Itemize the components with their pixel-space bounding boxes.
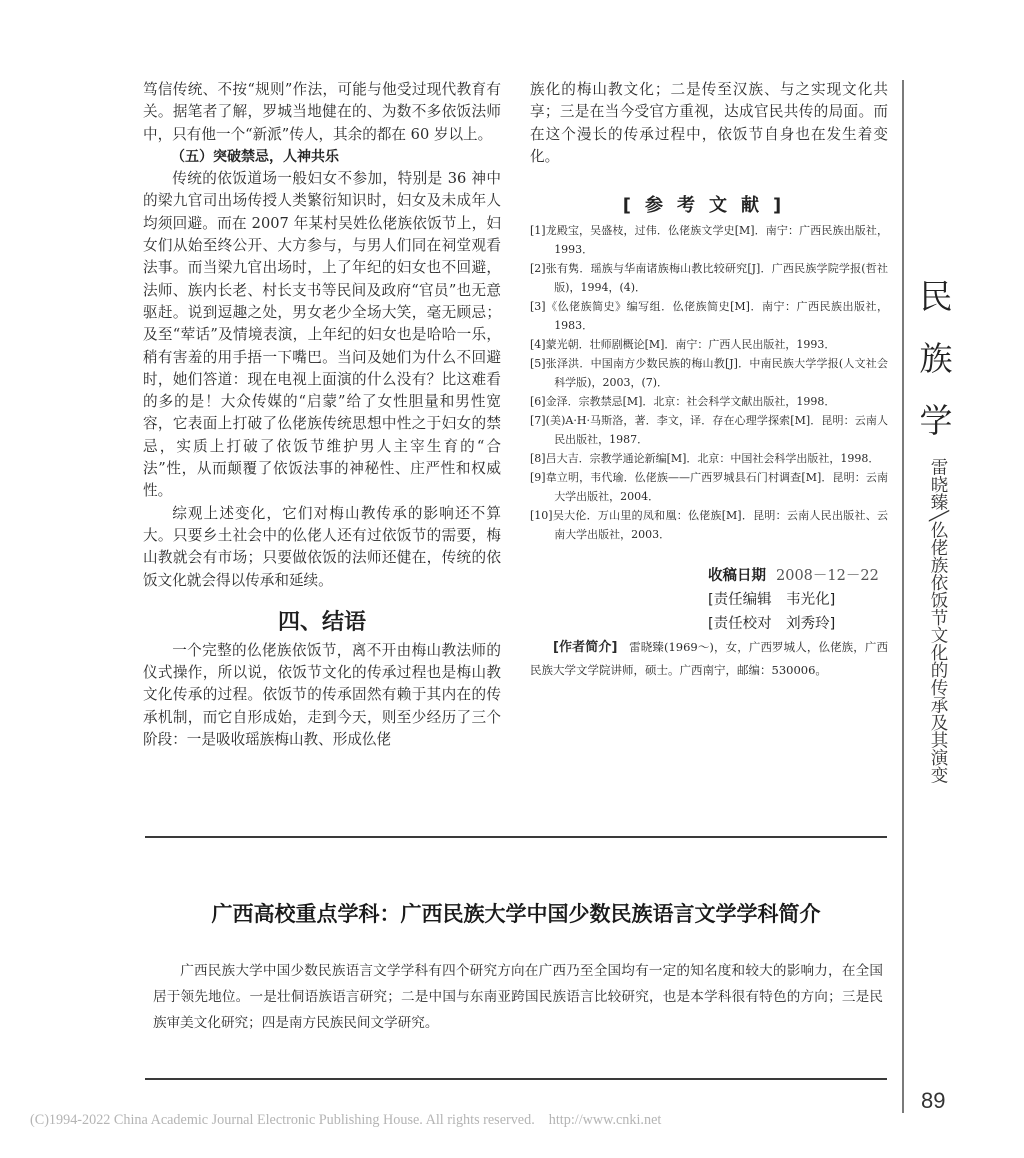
page-number: 89 (921, 1088, 946, 1113)
reference-item: [7](美)A·H·马斯洛，著．李文，译．存在心理学探索[M]．昆明：云南人民出版社，1987． (530, 414, 888, 447)
copyright-watermark (30, 1112, 661, 1129)
notice-paragraph: 广西民族大学中国少数民族语言文学学科有四个研究方向在广西乃至全国均有一定的知名度和较大的影响力，在全国居于领先地位。一是壮侗语族语言研究；二是中国与东南亚跨国民族语言比较研究，也是本学科很有特色的方向；三是民族审美文化研究；四是南方民族民间文学研究。 (153, 963, 883, 1031)
author-bio-label: [作者简介] (553, 640, 618, 656)
received-date-line (708, 564, 888, 588)
editor-line: [责任编辑 韦光化] (708, 592, 836, 609)
notice-title: 广西高校重点学科：广西民族大学中国少数民族语言文学学科简介 (211, 902, 821, 926)
article-meta (530, 564, 888, 636)
subsection-heading: （五）突破禁忌，人神共乐 (171, 148, 339, 165)
reference-item: [6]金泽．宗教禁忌[M]．北京：社会科学文献出版社，1998． (530, 395, 836, 409)
received-label: 收稿日期 (708, 568, 766, 585)
reference-item: [2]张有隽．瑶族与华南诸族梅山教比较研究[J]．广西民族学院学报(哲社版)，1994，(4)． (530, 262, 888, 295)
author-bio (530, 636, 888, 682)
section-divider-top (145, 836, 887, 838)
body-paragraph: 一个完整的仫佬族依饭节，离不开由梅山教法师的仪式操作，所以说，依饭节文化的传承过程也是梅山教文化传承的过程。依饭节的传承固然有赖于其内在的传承机制，而它自形成始，走到今天，则至少经历了三个阶段：一是吸收瑶族梅山教、形成仫佬 (143, 641, 501, 749)
received-date: 2008－12－22 (776, 568, 879, 585)
section-heading: 四、结语 (277, 609, 366, 635)
copyright-text: (C)1994-2022 China Academic Journal Electronic Publishing House. All rights reserved. (30, 1112, 535, 1128)
author-bio-text: 雷晓臻(1969～)，女，广西罗城人，仫佬族，广西民族大学文学院讲师，硕士。广西南宁，邮编：530006。 (530, 640, 888, 678)
margin-vertical-rule (902, 80, 904, 1113)
left-column (143, 79, 501, 751)
right-column (530, 79, 888, 682)
journal-char: 族 (919, 339, 953, 378)
journal-char: 民 (919, 277, 953, 316)
reference-item: [10]吴大伦．万山里的凤和凰：仫佬族[M]．昆明：云南人民出版社、云南大学出版社，2003． (530, 509, 888, 542)
reference-list (530, 221, 888, 544)
body-paragraph: 综观上述变化，它们对梅山教传承的影响还不算大。只要乡土社会中的仫佬人还有过依饭节的需要，梅山教就会有市场；只要做依饭的法师还健在，传统的依饭文化就会得以传承和延续。 (143, 504, 501, 589)
reference-item: [1]龙殿宝，吴盛枝，过伟．仫佬族文学史[M]．南宁：广西民族出版社，1993． (530, 224, 888, 257)
references-heading: [参考文献] (622, 195, 796, 217)
body-paragraph: 传统的依饭道场一般妇女不参加，特别是 36 神中的梁九官司出场传授人类繁衍知识时，妇女及未成年人均须回避。而在 2007 年某村吴姓仫佬族依饭节上，妇女们从始至终公开、大方参与，与男人们同在祠堂观看法事。而当梁九官出场时，上了年纪的妇女也不回避，法师、族内长老、村长支书等民间及政府“官员”也无意驱赶。说到逗趣之处，男女老少全场大笑，毫无顾忌；及至“荤话”及情境表演，上年纪的妇女也是哈哈一乐，稍有害羞的用手捂一下嘴巴。当问及她们为什么不回避时，她们答道：现在电视上面演的什么没有？比这难看的多的是！大众传媒的“启蒙”给了女性胆量和男性宽容，它表面上打破了仫佬族传统思想中性之于妇女的禁忌，实质上打破了依饭节维护男人主宰生育的“合法”性，从而颠覆了依饭法事的神秘性、庄严性和权威性。 (143, 170, 501, 500)
reference-item: [4]蒙光朝．壮师剧概论[M]．南宁：广西人民出版社，1993． (530, 338, 836, 352)
notice-body (153, 958, 883, 1036)
reference-item: [3]《仫佬族简史》编写组．仫佬族简史[M]．南宁：广西民族出版社，1983． (530, 300, 888, 333)
running-head-article-title: 雷晓臻╲仫佬族依饭节文化的传承及其演变 (928, 458, 948, 784)
body-paragraph: 笃信传统、不按“规则”作法，可能与他受过现代教育有关。据笔者了解，罗城当地健在的、为数不多依饭法师中，只有他一个“新派”传人，其余的都在 60 岁以上。 (143, 81, 501, 143)
reference-item: [9]韋立明，韦代瑜．仫佬族——广西罗城县石门村调查[M]．昆明：云南大学出版社，2004． (530, 471, 888, 504)
body-paragraph: 族化的梅山教文化；二是传至汉族、与之实现文化共享；三是在当今受官方重视，达成官民共传的局面。而在这个漫长的传承过程中，依饭节自身也在发生着变化。 (530, 81, 888, 165)
reference-item: [8]吕大吉．宗教学通论新编[M]．北京：中国社会科学出版社，1998． (530, 452, 880, 466)
proofreader-line: [责任校对 刘秀玲] (708, 616, 836, 633)
section-divider-bottom (145, 1078, 887, 1080)
journal-char: 学 (919, 401, 953, 440)
reference-item: [5]张泽洪．中国南方少数民族的梅山教[J]．中南民族大学学报(人文社会科学版)，2003，(7)． (530, 357, 888, 390)
running-head-journal (918, 266, 954, 452)
source-url[interactable]: http://www.cnki.net (548, 1112, 662, 1128)
